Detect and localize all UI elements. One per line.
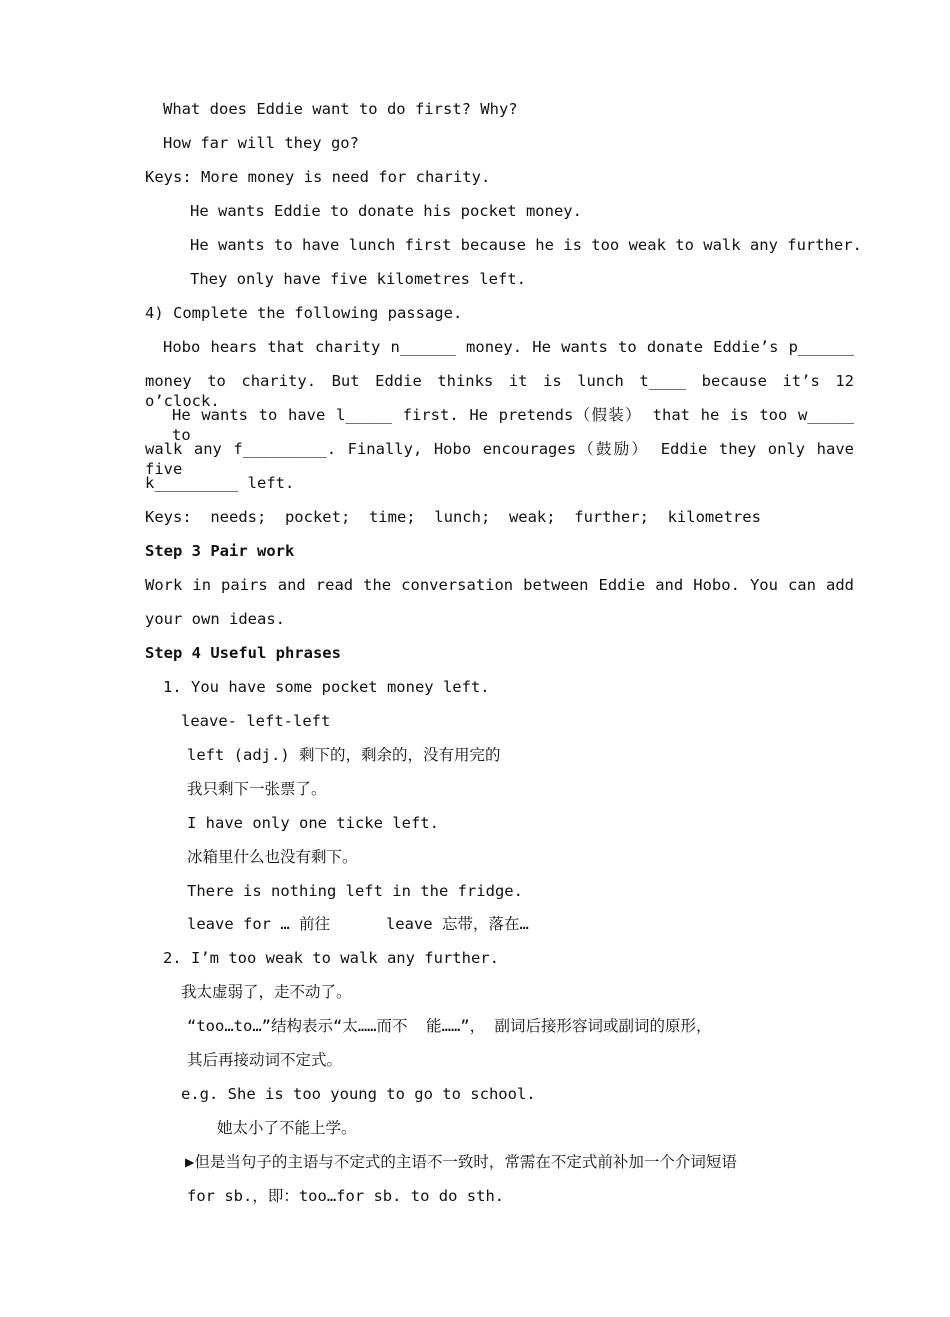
keys-line: They only have five kilometres left. xyxy=(190,270,526,288)
keys-line: Keys: More money is need for charity. xyxy=(145,168,491,186)
question-line: What does Eddie want to do first? Why? xyxy=(163,100,518,118)
passage-line: He wants to have l_____ first. He pretends（假装） that he is too w_____ to xyxy=(172,406,854,444)
phrase-note: 其后再接动词不定式。 xyxy=(187,1051,343,1069)
phrase-item: 2. I’m too weak to walk any further. xyxy=(163,949,499,967)
section-heading: Step 3 Pair work xyxy=(145,542,295,560)
paragraph-line: your own ideas. xyxy=(145,610,285,628)
passage-line: Hobo hears that charity n______ money. He wants to donate Eddie’s p______ xyxy=(163,338,854,356)
section-heading: Step 4 Useful phrases xyxy=(145,644,341,662)
phrase-note: “too…to…”结构表示“太……而不 能……”， 副词后接形容词或副词的原形， xyxy=(187,1017,712,1035)
phrase-note: There is nothing left in the fridge. xyxy=(187,882,523,900)
phrase-note: left (adj.) 剩下的，剩余的，没有用完的 xyxy=(187,746,501,764)
exercise-heading: 4) Complete the following passage. xyxy=(145,304,463,322)
paragraph-line: Work in pairs and read the conversation between Eddie and Hobo. You can add xyxy=(145,576,854,594)
phrase-note: for sb.，即：too…for sb. to do sth. xyxy=(187,1187,505,1205)
phrase-note: I have only one ticke left. xyxy=(187,814,439,832)
example-line: e.g. She is too young to go to school. xyxy=(181,1085,536,1103)
keys-line: He wants to have lunch first because he is too weak to walk any further. xyxy=(190,236,862,254)
phrase-item: 1. You have some pocket money left. xyxy=(163,678,490,696)
passage-line: k_________ left. xyxy=(145,474,295,492)
keys-line: He wants Eddie to donate his pocket money. xyxy=(190,202,582,220)
phrase-note: leave- left-left xyxy=(181,712,331,730)
question-line: How far will they go? xyxy=(163,134,359,152)
phrase-note: ▶但是当句子的主语与不定式的主语不一致时，常需在不定式前补加一个介词短语 xyxy=(185,1153,737,1171)
phrase-note: leave for … 前往 leave 忘带，落在… xyxy=(187,915,529,933)
phrase-note: 冰箱里什么也没有剩下。 xyxy=(187,848,358,866)
phrase-note: 我只剩下一张票了。 xyxy=(187,780,327,798)
passage-line: money to charity. But Eddie thinks it is lunch t____ because it’s 12 o’clock. xyxy=(145,372,854,410)
example-line: 她太小了不能上学。 xyxy=(217,1119,357,1137)
passage-line: walk any f_________. Finally, Hobo encourages（鼓励） Eddie they only have five xyxy=(145,440,854,478)
keys-line: Keys: needs; pocket; time; lunch; weak; further; kilometres xyxy=(145,508,761,526)
phrase-note: 我太虚弱了，走不动了。 xyxy=(181,983,352,1001)
